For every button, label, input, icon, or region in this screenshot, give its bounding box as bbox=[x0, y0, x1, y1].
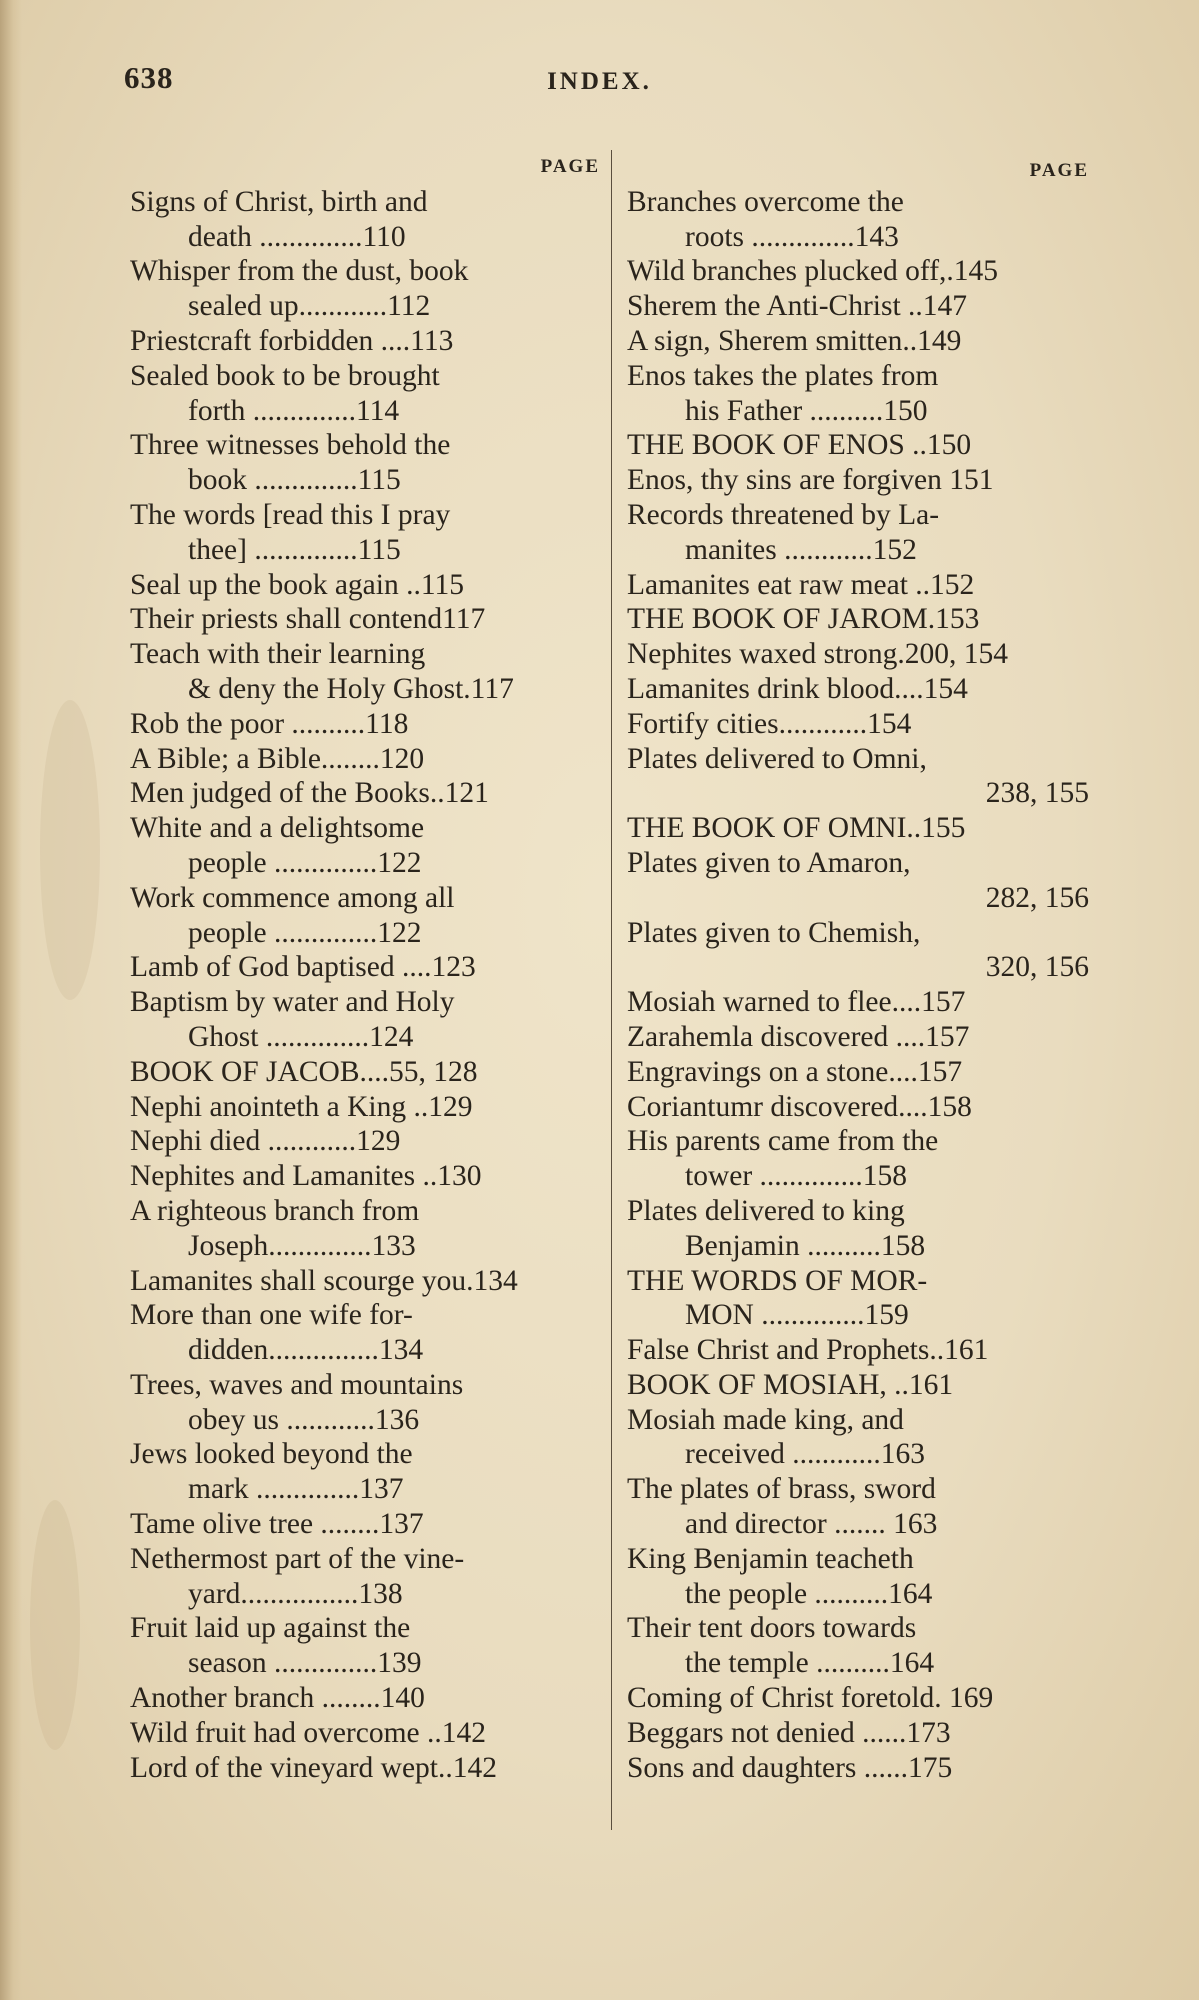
index-entry-continuation: Ghost ..............124 bbox=[188, 1020, 414, 1053]
index-entry: Sealed book to be brought bbox=[130, 359, 440, 392]
index-entry: Beggars not denied ......173 bbox=[627, 1716, 951, 1749]
index-entry: Another branch ........140 bbox=[130, 1682, 425, 1715]
index-entry: Wild fruit had overcome ..142 bbox=[130, 1716, 486, 1749]
index-entry: Nethermost part of the vine- bbox=[130, 1542, 465, 1575]
index-entry: Engravings on a stone....157 bbox=[627, 1055, 963, 1088]
index-entry: Nephi anointeth a King ..129 bbox=[130, 1090, 473, 1123]
index-entry: Work commence among all bbox=[130, 881, 455, 914]
index-entry: Rob the poor ..........118 bbox=[130, 707, 409, 740]
index-entry: White and a delightsome bbox=[130, 812, 425, 845]
index-entry: Coming of Christ foretold. 169 bbox=[627, 1682, 994, 1715]
index-entry-continuation: obey us ............136 bbox=[188, 1403, 420, 1436]
index-entry: Lord of the vineyard wept..142 bbox=[130, 1751, 498, 1784]
index-entry: Plates delivered to king bbox=[627, 1194, 905, 1227]
index-entry: Nephi died ............129 bbox=[130, 1125, 401, 1158]
index-entry: Coriantumr discovered....158 bbox=[627, 1090, 972, 1123]
index-entry: Enos takes the plates from bbox=[627, 359, 939, 392]
index-entry-continuation: received ............163 bbox=[685, 1438, 926, 1471]
index-entry: Branches overcome the bbox=[627, 185, 904, 218]
index-entry: Trees, waves and mountains bbox=[130, 1368, 464, 1401]
index-entry-continuation: the people ..........164 bbox=[685, 1577, 933, 1610]
paper-stain bbox=[40, 700, 100, 1000]
index-entry: The plates of brass, sword bbox=[627, 1473, 936, 1506]
index-entry: THE BOOK OF JAROM.153 bbox=[627, 603, 980, 636]
index-entry-continuation: book ..............115 bbox=[188, 464, 401, 497]
index-entry: Their priests shall contend117 bbox=[130, 603, 486, 636]
index-entry-continuation: didden...............134 bbox=[188, 1334, 424, 1367]
index-entry: Lamanites eat raw meat ..152 bbox=[627, 568, 975, 601]
index-entry-continuation: manites ............152 bbox=[685, 533, 917, 566]
index-entry: Plates delivered to Omni, bbox=[627, 742, 927, 775]
index-entry: Nephites waxed strong.200, 154 bbox=[627, 638, 1008, 671]
page-number: 638 bbox=[124, 60, 174, 95]
paper-stain bbox=[30, 1500, 80, 1750]
index-entry-continuation: people ..............122 bbox=[188, 846, 422, 879]
index-entry: False Christ and Prophets..161 bbox=[627, 1334, 989, 1367]
index-entry: More than one wife for- bbox=[130, 1299, 413, 1332]
index-entry: Records threatened by La- bbox=[627, 498, 940, 531]
index-column-right bbox=[627, 150, 1089, 1785]
index-entry: A sign, Sherem smitten..149 bbox=[627, 324, 962, 357]
index-entry-continuation: season ..............139 bbox=[188, 1647, 422, 1680]
page-binding-edge bbox=[0, 0, 22, 2000]
index-entry: Priestcraft forbidden ....113 bbox=[130, 324, 454, 357]
index-entry: Plates given to Chemish, bbox=[627, 916, 921, 949]
index-entry-continuation: and director ....... 163 bbox=[685, 1508, 938, 1541]
index-entry: Jews looked beyond the bbox=[130, 1438, 413, 1471]
index-entry: Wild branches plucked off,.145 bbox=[627, 255, 999, 288]
index-entry: Zarahemla discovered ....157 bbox=[627, 1020, 970, 1053]
index-entry: Sons and daughters ......175 bbox=[627, 1751, 953, 1784]
index-entry: Fortify cities............154 bbox=[627, 707, 912, 740]
index-entry-continuation: 282, 156 bbox=[985, 881, 1089, 914]
index-entry-continuation: sealed up............112 bbox=[188, 290, 431, 323]
index-entry-continuation: his Father ..........150 bbox=[685, 394, 928, 427]
index-entry-continuation: mark ..............137 bbox=[188, 1473, 404, 1506]
column-header: PAGE bbox=[540, 156, 600, 177]
index-entry: A righteous branch from bbox=[130, 1194, 420, 1227]
index-entry: A Bible; a Bible........120 bbox=[130, 742, 425, 775]
index-entry: BOOK OF MOSIAH, ..161 bbox=[627, 1368, 954, 1401]
index-entry: Mosiah warned to flee....157 bbox=[627, 986, 966, 1019]
index-entry-continuation: 238, 155 bbox=[985, 777, 1089, 810]
index-entry: Their tent doors towards bbox=[627, 1612, 917, 1645]
index-entry: Three witnesses behold the bbox=[130, 429, 451, 462]
index-entry: Lamanites shall scourge you.134 bbox=[130, 1264, 518, 1297]
index-entry-continuation: yard................138 bbox=[188, 1577, 403, 1610]
index-entry: BOOK OF JACOB....55, 128 bbox=[130, 1055, 478, 1088]
index-entry: Baptism by water and Holy bbox=[130, 986, 455, 1019]
index-entry-continuation: Benjamin ..........158 bbox=[685, 1229, 926, 1262]
index-entry-continuation: thee] ..............115 bbox=[188, 533, 401, 566]
index-entry: Plates given to Amaron, bbox=[627, 846, 911, 879]
index-entry: THE BOOK OF ENOS ..150 bbox=[627, 429, 972, 462]
index-entry-continuation: tower ..............158 bbox=[685, 1160, 908, 1193]
index-entry: THE BOOK OF OMNI..155 bbox=[627, 812, 966, 845]
index-entry: Sherem the Anti-Christ ..147 bbox=[627, 290, 968, 323]
index-entry: Teach with their learning bbox=[130, 638, 426, 671]
column-divider bbox=[611, 150, 612, 1830]
index-entry-continuation: roots ..............143 bbox=[685, 220, 899, 253]
index-entry-continuation: & deny the Holy Ghost.117 bbox=[188, 672, 514, 705]
index-entry: The words [read this I pray bbox=[130, 498, 451, 531]
index-entry-continuation: forth ..............114 bbox=[188, 394, 400, 427]
index-column-left bbox=[130, 150, 600, 1785]
index-entry-continuation: death ..............110 bbox=[188, 220, 406, 253]
index-entry: King Benjamin teacheth bbox=[627, 1542, 914, 1575]
index-entry: THE WORDS OF MOR- bbox=[627, 1264, 928, 1297]
column-header: PAGE bbox=[1029, 160, 1089, 181]
index-entry: Mosiah made king, and bbox=[627, 1403, 904, 1436]
index-entry-continuation: MON ..............159 bbox=[685, 1299, 909, 1332]
index-entry: Signs of Christ, birth and bbox=[130, 185, 428, 218]
index-entry: Nephites and Lamanites ..130 bbox=[130, 1160, 482, 1193]
index-entry: Lamanites drink blood....154 bbox=[627, 672, 968, 705]
index-entry: Fruit laid up against the bbox=[130, 1612, 411, 1645]
index-entry: Enos, thy sins are forgiven 151 bbox=[627, 464, 994, 497]
index-entry: Men judged of the Books..121 bbox=[130, 777, 489, 810]
index-entry-continuation: people ..............122 bbox=[188, 916, 422, 949]
index-entry: Lamb of God baptised ....123 bbox=[130, 951, 476, 984]
running-head: INDEX. bbox=[547, 68, 652, 95]
index-entry-continuation: 320, 156 bbox=[985, 951, 1089, 984]
index-entry: Seal up the book again ..115 bbox=[130, 568, 464, 601]
index-entry: Tame olive tree ........137 bbox=[130, 1508, 424, 1541]
index-entry-continuation: the temple ..........164 bbox=[685, 1647, 935, 1680]
index-entry: Whisper from the dust, book bbox=[130, 255, 469, 288]
index-entry-continuation: Joseph..............133 bbox=[188, 1229, 416, 1262]
index-entry: His parents came from the bbox=[627, 1125, 939, 1158]
